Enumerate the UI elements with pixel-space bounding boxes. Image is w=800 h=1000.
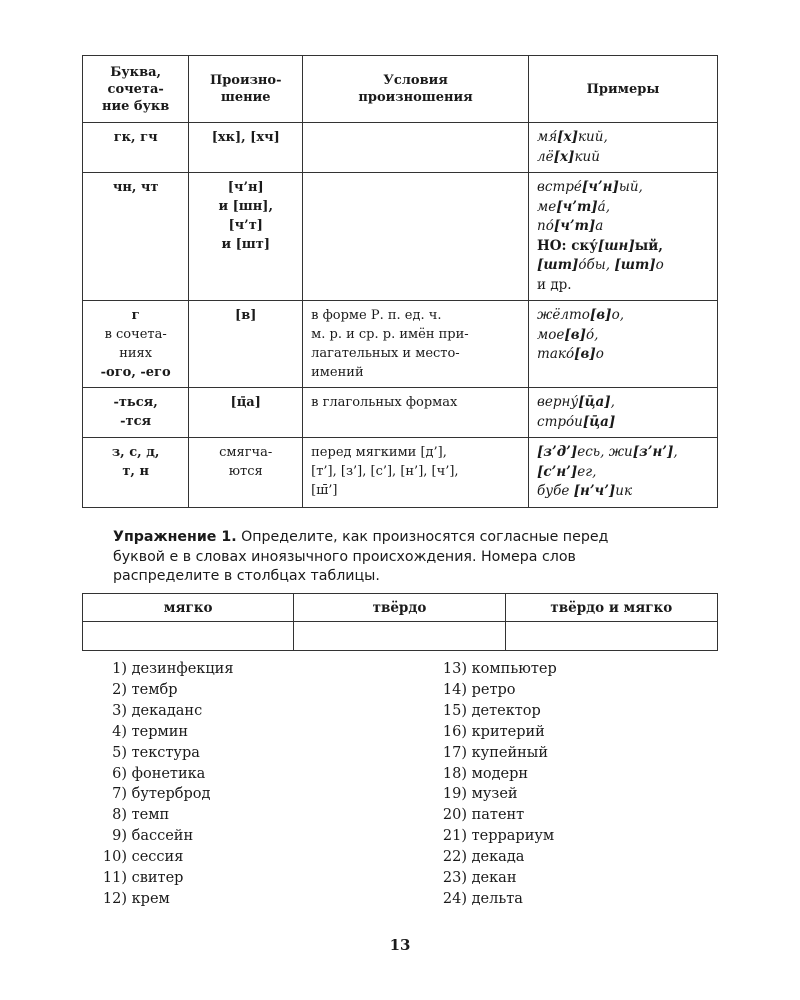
cell-pronunciation: [ц̄а] [189,388,303,438]
list-item: 2) тембр [112,681,178,698]
cell-letters: г в сочета- ниях -ого, -его [83,301,189,388]
word-list-left [97,659,234,910]
rule-row [83,438,718,508]
page-number: 13 [389,936,411,954]
rule-row [83,301,718,388]
header-pronunciation: Произно- шение [189,56,303,123]
column-soft: мягко [83,594,294,622]
list-item: 5) текстура [112,744,200,761]
list-item: 15) детектор [442,702,541,719]
exercise-text-line: распределите в столбцах таблицы. [113,568,380,584]
cell-examples: мя́[х]кий, лё[х]кий [529,123,718,173]
list-item: 14) ретро [442,681,516,698]
cell-conditions [303,173,529,301]
answer-cell-hard[interactable] [294,622,505,651]
rule-row [83,388,718,438]
rule-row [83,173,718,301]
cell-pronunciation: смягча- ются [189,438,303,508]
list-item: 11) свитер [102,870,184,887]
cell-conditions: перед мягкими [д’], [т’], [з’], [с’], [н’], [ч’], [ш̄’] [303,438,529,508]
list-item: 4) термин [112,723,189,740]
list-item: 24) дельта [442,890,523,907]
distribution-header-row [83,594,718,622]
list-item: 9) бассейн [112,828,194,845]
list-item: 12) крем [102,890,170,907]
cell-letters: гк, гч [83,123,189,173]
list-item: 7) бутерброд [112,786,211,803]
list-item: 22) декада [442,849,525,866]
exercise-text-line: Определите, как произносятся согласные перед [241,529,609,545]
header-letters: Буква, сочета- ние букв [83,56,189,123]
header-conditions: Условия произношения [303,56,529,123]
rules-header-row [83,56,718,123]
list-item: 8) темп [112,807,170,824]
header-examples: Примеры [529,56,718,123]
cell-examples: жёлто[в]о, мое[в]о́, тако́[в]о [529,301,718,388]
exercise-text-line: буквой е в словах иноязычного происхождения. Номера слов [113,548,576,565]
list-item: 6) фонетика [112,765,206,782]
list-item: 13) компьютер [442,661,557,677]
list-item: 21) террариум [442,828,555,845]
cell-pronunciation: [хк], [хч] [189,123,303,173]
cell-letters: -ться, -тся [83,388,189,438]
list-item: 20) патент [442,807,525,824]
exercise-instructions [113,528,719,587]
list-item: 3) декаданс [112,702,203,719]
answer-distribution-table [82,593,718,651]
answer-cell-hard-and-soft[interactable] [505,622,717,651]
list-item: 10) сессия [102,849,184,866]
column-hard-and-soft: твёрдо и мягко [505,594,717,622]
list-item: 16) критерий [442,723,545,740]
cell-conditions [303,123,529,173]
cell-conditions: в форме Р. п. ед. ч. м. р. и ср. р. имён при- лагательных и место- имений [303,301,529,388]
cell-pronunciation: [в] [189,301,303,388]
cell-examples: верну́[ц̄а], стро́и[ц̄а] [529,388,718,438]
column-hard: твёрдо [294,594,505,622]
cell-conditions: в глагольных формах [303,388,529,438]
list-item: 18) модерн [442,765,529,782]
list-item: 1) дезинфекция [112,661,234,677]
list-item: 23) декан [442,870,517,887]
word-list-right [437,659,557,910]
cell-letters: з, с, д, т, н [83,438,189,508]
distribution-answer-row[interactable] [83,622,718,651]
rule-row [83,123,718,173]
list-item: 19) музей [442,786,518,803]
exercise-title: Упражнение 1. [113,529,237,545]
cell-pronunciation: [ч’н] и [шн], [ч’т] и [шт] [189,173,303,301]
cell-letters: чн, чт [83,173,189,301]
list-item: 17) купейный [442,744,548,761]
cell-examples: встре́[ч’н]ый, ме[ч’т]а́, по́[ч’т]а НО: ску́[шн]ый, [шт]о́бы, [шт]о и др. [529,173,718,301]
cell-examples: [з’д’]есь, жи[з’н’], [с’н’]ег, бубе [н’ч’]ик [529,438,718,508]
answer-cell-soft[interactable] [83,622,294,651]
pronunciation-rules-table [82,55,718,508]
